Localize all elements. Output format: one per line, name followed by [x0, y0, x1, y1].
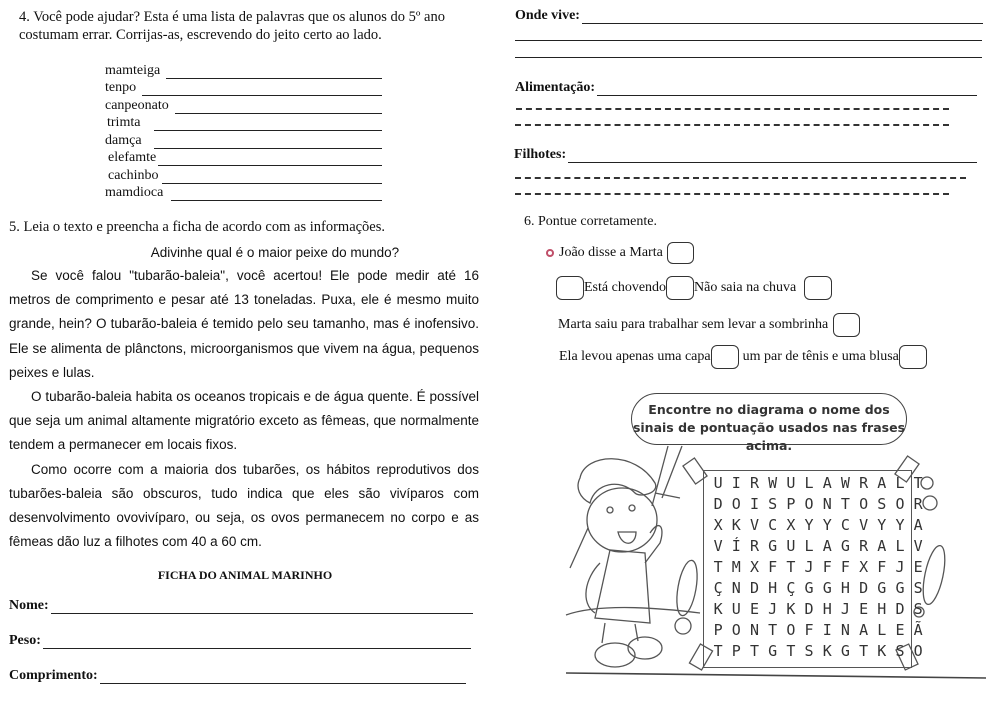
- grid-cell[interactable]: U: [786, 537, 796, 555]
- grid-cell[interactable]: I: [749, 495, 759, 513]
- sentence-text: um par de tênis e uma blusa: [742, 349, 899, 364]
- grid-cell[interactable]: J: [895, 558, 905, 576]
- field-label: Filhotes:: [514, 147, 567, 162]
- grid-cell[interactable]: K: [713, 600, 723, 618]
- answer-line[interactable]: [171, 187, 382, 201]
- paragraph: Como ocorre com a maioria dos tubarões, os hábitos reprodutivos dos tubarões-baleia são obscuros, tudo indica que eles são vivíparos com desenvolvimento ovovivíparo, ou seja, os ovos permanecem no corpo e as fêmeas dão luz a filhotes com 40 a 60 cm.: [9, 461, 479, 550]
- grid-cell[interactable]: S: [804, 642, 814, 660]
- word-row: [105, 184, 382, 202]
- text-title: Adivinhe qual é o maior peixe do mundo?: [150, 245, 400, 260]
- grid-cell[interactable]: G: [768, 642, 778, 660]
- grid-cell[interactable]: E: [859, 600, 869, 618]
- grid-cell[interactable]: S: [895, 642, 905, 660]
- grid-cell[interactable]: L: [895, 474, 905, 492]
- grid-cell[interactable]: C: [840, 516, 850, 534]
- grid-cell[interactable]: Ç: [713, 579, 723, 597]
- grid-cell[interactable]: N: [840, 621, 850, 639]
- grid-cell[interactable]: G: [804, 579, 814, 597]
- filhotes-line-2[interactable]: [515, 177, 966, 179]
- word-search-grid: [709, 473, 927, 662]
- grid-cell[interactable]: K: [731, 516, 741, 534]
- grid-cell[interactable]: Ç: [786, 579, 796, 597]
- sentence-text: Não saia na chuva: [694, 280, 797, 295]
- word-row: [105, 96, 382, 114]
- grid-cell[interactable]: R: [859, 474, 869, 492]
- grid-row: [709, 557, 927, 578]
- grid-cell[interactable]: H: [840, 579, 850, 597]
- grid-cell[interactable]: E: [913, 558, 923, 576]
- punctuation-box[interactable]: [899, 345, 927, 369]
- grid-cell[interactable]: D: [713, 495, 723, 513]
- grid-cell[interactable]: T: [786, 642, 796, 660]
- grid-cell[interactable]: E: [749, 600, 759, 618]
- grid-cell[interactable]: A: [859, 621, 869, 639]
- field-label: Peso:: [9, 633, 41, 648]
- sentence-row-3: [558, 313, 860, 337]
- field-label: Nome:: [9, 598, 49, 613]
- grid-cell[interactable]: S: [877, 495, 887, 513]
- grid-cell[interactable]: T: [713, 642, 723, 660]
- punctuation-box[interactable]: [556, 276, 584, 300]
- word-row: [105, 79, 382, 97]
- grid-cell[interactable]: W: [768, 474, 778, 492]
- grid-cell[interactable]: U: [786, 474, 796, 492]
- grid-cell[interactable]: X: [786, 516, 796, 534]
- grid-cell[interactable]: G: [895, 579, 905, 597]
- filhotes-input-line[interactable]: [568, 148, 977, 163]
- punctuation-box[interactable]: [833, 313, 860, 337]
- field-onde-vive: [515, 8, 983, 24]
- grid-cell[interactable]: A: [822, 474, 832, 492]
- grid-cell[interactable]: K: [822, 642, 832, 660]
- grid-cell[interactable]: Y: [877, 516, 887, 534]
- grid-cell[interactable]: X: [713, 516, 723, 534]
- word: mamdioca: [105, 185, 164, 200]
- field-filhotes: [514, 147, 977, 163]
- grid-cell[interactable]: T: [768, 621, 778, 639]
- grid-cell[interactable]: V: [713, 537, 723, 555]
- punctuation-box[interactable]: [711, 345, 739, 369]
- word: tenpo: [105, 80, 137, 95]
- grid-row: [709, 599, 927, 620]
- grid-row: [709, 620, 927, 641]
- paragraph: Se você falou "tubarão-baleia", você acertou! Ele pode medir até 16 metros de comprimento e pesar até 13 toneladas. Puxa, ele é mesmo muito grande, hein? O tubarão-baleia é temido pelo seu tamanho, mas é inofensivo. Ele se alimenta de plânctons, microorganismos que vivem na água, pequenos peixes e lulas.: [9, 268, 479, 380]
- grid-cell[interactable]: X: [749, 558, 759, 576]
- grid-cell[interactable]: T: [786, 558, 796, 576]
- grid-cell[interactable]: V: [749, 516, 759, 534]
- grid-cell[interactable]: O: [913, 642, 923, 660]
- grid-cell[interactable]: H: [822, 600, 832, 618]
- grid-cell[interactable]: T: [913, 474, 923, 492]
- grid-cell[interactable]: F: [840, 558, 850, 576]
- answer-line[interactable]: [166, 65, 382, 79]
- reading-text: [9, 264, 479, 554]
- grid-cell[interactable]: S: [913, 600, 923, 618]
- alimentacao-line-3[interactable]: [515, 124, 949, 126]
- field-comprimento: [9, 668, 466, 684]
- grid-cell[interactable]: R: [859, 537, 869, 555]
- word-row: [105, 131, 382, 149]
- misspelled-word-list: [105, 61, 382, 201]
- word-row: [105, 61, 382, 79]
- grid-cell[interactable]: L: [877, 621, 887, 639]
- grid-cell[interactable]: D: [749, 579, 759, 597]
- field-nome: [9, 598, 473, 614]
- grid-cell[interactable]: M: [731, 558, 741, 576]
- grid-cell[interactable]: T: [713, 558, 723, 576]
- grid-cell[interactable]: O: [895, 495, 905, 513]
- grid-cell[interactable]: J: [804, 558, 814, 576]
- grid-cell[interactable]: A: [877, 537, 887, 555]
- answer-line[interactable]: [162, 170, 382, 184]
- grid-cell[interactable]: O: [786, 621, 796, 639]
- grid-cell[interactable]: R: [749, 474, 759, 492]
- answer-line[interactable]: [142, 82, 382, 96]
- grid-cell[interactable]: N: [731, 579, 741, 597]
- grid-cell[interactable]: P: [731, 642, 741, 660]
- grid-cell[interactable]: F: [804, 621, 814, 639]
- grid-cell[interactable]: O: [731, 495, 741, 513]
- grid-cell[interactable]: E: [895, 621, 905, 639]
- grid-cell[interactable]: D: [859, 579, 869, 597]
- grid-cell[interactable]: S: [768, 495, 778, 513]
- grid-cell[interactable]: J: [768, 600, 778, 618]
- grid-cell[interactable]: V: [913, 537, 923, 555]
- filhotes-line-3[interactable]: [515, 193, 949, 195]
- onde-vive-line-2[interactable]: [515, 40, 982, 41]
- grid-cell[interactable]: U: [713, 474, 723, 492]
- grid-cell[interactable]: C: [768, 516, 778, 534]
- sentence-text: Está chovendo: [584, 280, 667, 295]
- word: elefamte: [108, 150, 157, 165]
- field-peso: [9, 633, 471, 649]
- grid-cell[interactable]: P: [786, 495, 796, 513]
- question-4-prompt: 4. Você pode ajudar? Esta é uma lista de palavras que os alunos do 5º ano costumam errar. Corrijas-as, escrevendo do jeito certo ao lado.: [19, 9, 445, 43]
- grid-cell[interactable]: P: [713, 621, 723, 639]
- punctuation-box[interactable]: [804, 276, 832, 300]
- grid-cell[interactable]: W: [840, 474, 850, 492]
- paragraph: O tubarão-baleia habita os oceanos tropicais e de água quente. É possível que seja um animal altamente migratório exceto as fêmeas, que normalmente tendem a permanecer em locais fixos.: [9, 389, 479, 453]
- grid-cell[interactable]: X: [859, 558, 869, 576]
- grid-cell[interactable]: Y: [804, 516, 814, 534]
- answer-line[interactable]: [158, 152, 382, 166]
- grid-cell[interactable]: D: [895, 600, 905, 618]
- grid-row: [709, 536, 927, 557]
- onde-vive-line-3[interactable]: [515, 57, 982, 58]
- field-label: Comprimento:: [9, 668, 98, 683]
- nome-input-line[interactable]: [51, 599, 473, 614]
- onde-vive-input-line[interactable]: [582, 9, 983, 24]
- grid-cell[interactable]: O: [731, 621, 741, 639]
- field-label: Alimentação:: [515, 80, 596, 95]
- field-alimentacao: [515, 80, 977, 96]
- grid-cell[interactable]: K: [786, 600, 796, 618]
- punctuation-box[interactable]: [666, 276, 694, 300]
- grid-row: [709, 494, 927, 515]
- sentence-row-4: [559, 345, 927, 369]
- grid-cell[interactable]: T: [840, 495, 850, 513]
- grid-cell[interactable]: O: [804, 495, 814, 513]
- answer-line[interactable]: [154, 135, 382, 149]
- bullet-icon: [546, 249, 554, 257]
- grid-cell[interactable]: G: [840, 642, 850, 660]
- grid-cell[interactable]: K: [877, 642, 887, 660]
- word: mamteiga: [105, 62, 161, 78]
- grid-cell[interactable]: S: [913, 579, 923, 597]
- word: trimta: [107, 115, 141, 130]
- answer-line[interactable]: [175, 100, 382, 114]
- grid-cell[interactable]: U: [731, 600, 741, 618]
- question-6-prompt: 6. Pontue corretamente.: [524, 214, 657, 229]
- grid-cell[interactable]: N: [822, 495, 832, 513]
- grid-row: [709, 473, 927, 494]
- sentence-row-1: [546, 242, 694, 264]
- form-title: FICHA DO ANIMAL MARINHO: [157, 568, 333, 582]
- question-5-prompt: 5. Leia o texto e preencha a ficha de acordo com as informações.: [9, 219, 386, 235]
- grid-cell[interactable]: T: [749, 642, 759, 660]
- grid-cell[interactable]: G: [768, 537, 778, 555]
- alimentacao-line-2[interactable]: [516, 108, 949, 110]
- grid-cell[interactable]: Y: [822, 516, 832, 534]
- punctuation-box[interactable]: [667, 242, 694, 264]
- grid-cell[interactable]: F: [768, 558, 778, 576]
- grid-cell[interactable]: A: [822, 537, 832, 555]
- grid-cell[interactable]: L: [804, 537, 814, 555]
- grid-cell[interactable]: J: [840, 600, 850, 618]
- grid-cell[interactable]: Ã: [913, 621, 923, 639]
- grid-row: [709, 641, 927, 662]
- grid-cell[interactable]: H: [877, 600, 887, 618]
- speech-bubble: Encontre no diagrama o nome dos sinais de pontuação usados nas frases acima.: [631, 393, 907, 445]
- word-row: [105, 114, 382, 132]
- sentence-text: Ela levou apenas uma capa: [559, 349, 711, 364]
- answer-line[interactable]: [154, 117, 382, 131]
- word-row: [105, 149, 382, 167]
- peso-input-line[interactable]: [43, 634, 471, 649]
- grid-cell[interactable]: A: [913, 516, 923, 534]
- grid-cell[interactable]: I: [822, 621, 832, 639]
- grid-cell[interactable]: F: [822, 558, 832, 576]
- sentence-row-2: [556, 276, 832, 300]
- grid-cell[interactable]: T: [859, 642, 869, 660]
- grid-cell[interactable]: V: [859, 516, 869, 534]
- grid-cell[interactable]: Y: [895, 516, 905, 534]
- field-label: Onde vive:: [515, 8, 580, 23]
- grid-cell[interactable]: G: [840, 537, 850, 555]
- grid-cell[interactable]: I: [731, 474, 741, 492]
- grid-cell[interactable]: A: [877, 474, 887, 492]
- grid-cell[interactable]: L: [895, 537, 905, 555]
- word: damça: [105, 132, 142, 148]
- grid-cell[interactable]: N: [749, 621, 759, 639]
- grid-row: [709, 515, 927, 536]
- word: canpeonato: [105, 97, 169, 113]
- grid-cell[interactable]: L: [804, 474, 814, 492]
- comprimento-input-line[interactable]: [100, 669, 466, 684]
- grid-row: [709, 578, 927, 599]
- sentence-text: Marta saiu para trabalhar sem levar a sombrinha: [558, 317, 829, 332]
- grid-cell[interactable]: R: [749, 537, 759, 555]
- alimentacao-input-line[interactable]: [597, 81, 977, 96]
- word-row: [105, 166, 382, 184]
- word: cachinbo: [108, 167, 159, 183]
- grid-cell[interactable]: O: [859, 495, 869, 513]
- grid-cell[interactable]: Í: [731, 537, 741, 555]
- grid-cell[interactable]: D: [804, 600, 814, 618]
- grid-cell[interactable]: F: [877, 558, 887, 576]
- grid-cell[interactable]: G: [822, 579, 832, 597]
- grid-cell[interactable]: G: [877, 579, 887, 597]
- grid-cell[interactable]: H: [768, 579, 778, 597]
- grid-cell[interactable]: R: [913, 495, 923, 513]
- sentence-text: João disse a Marta: [559, 245, 663, 260]
